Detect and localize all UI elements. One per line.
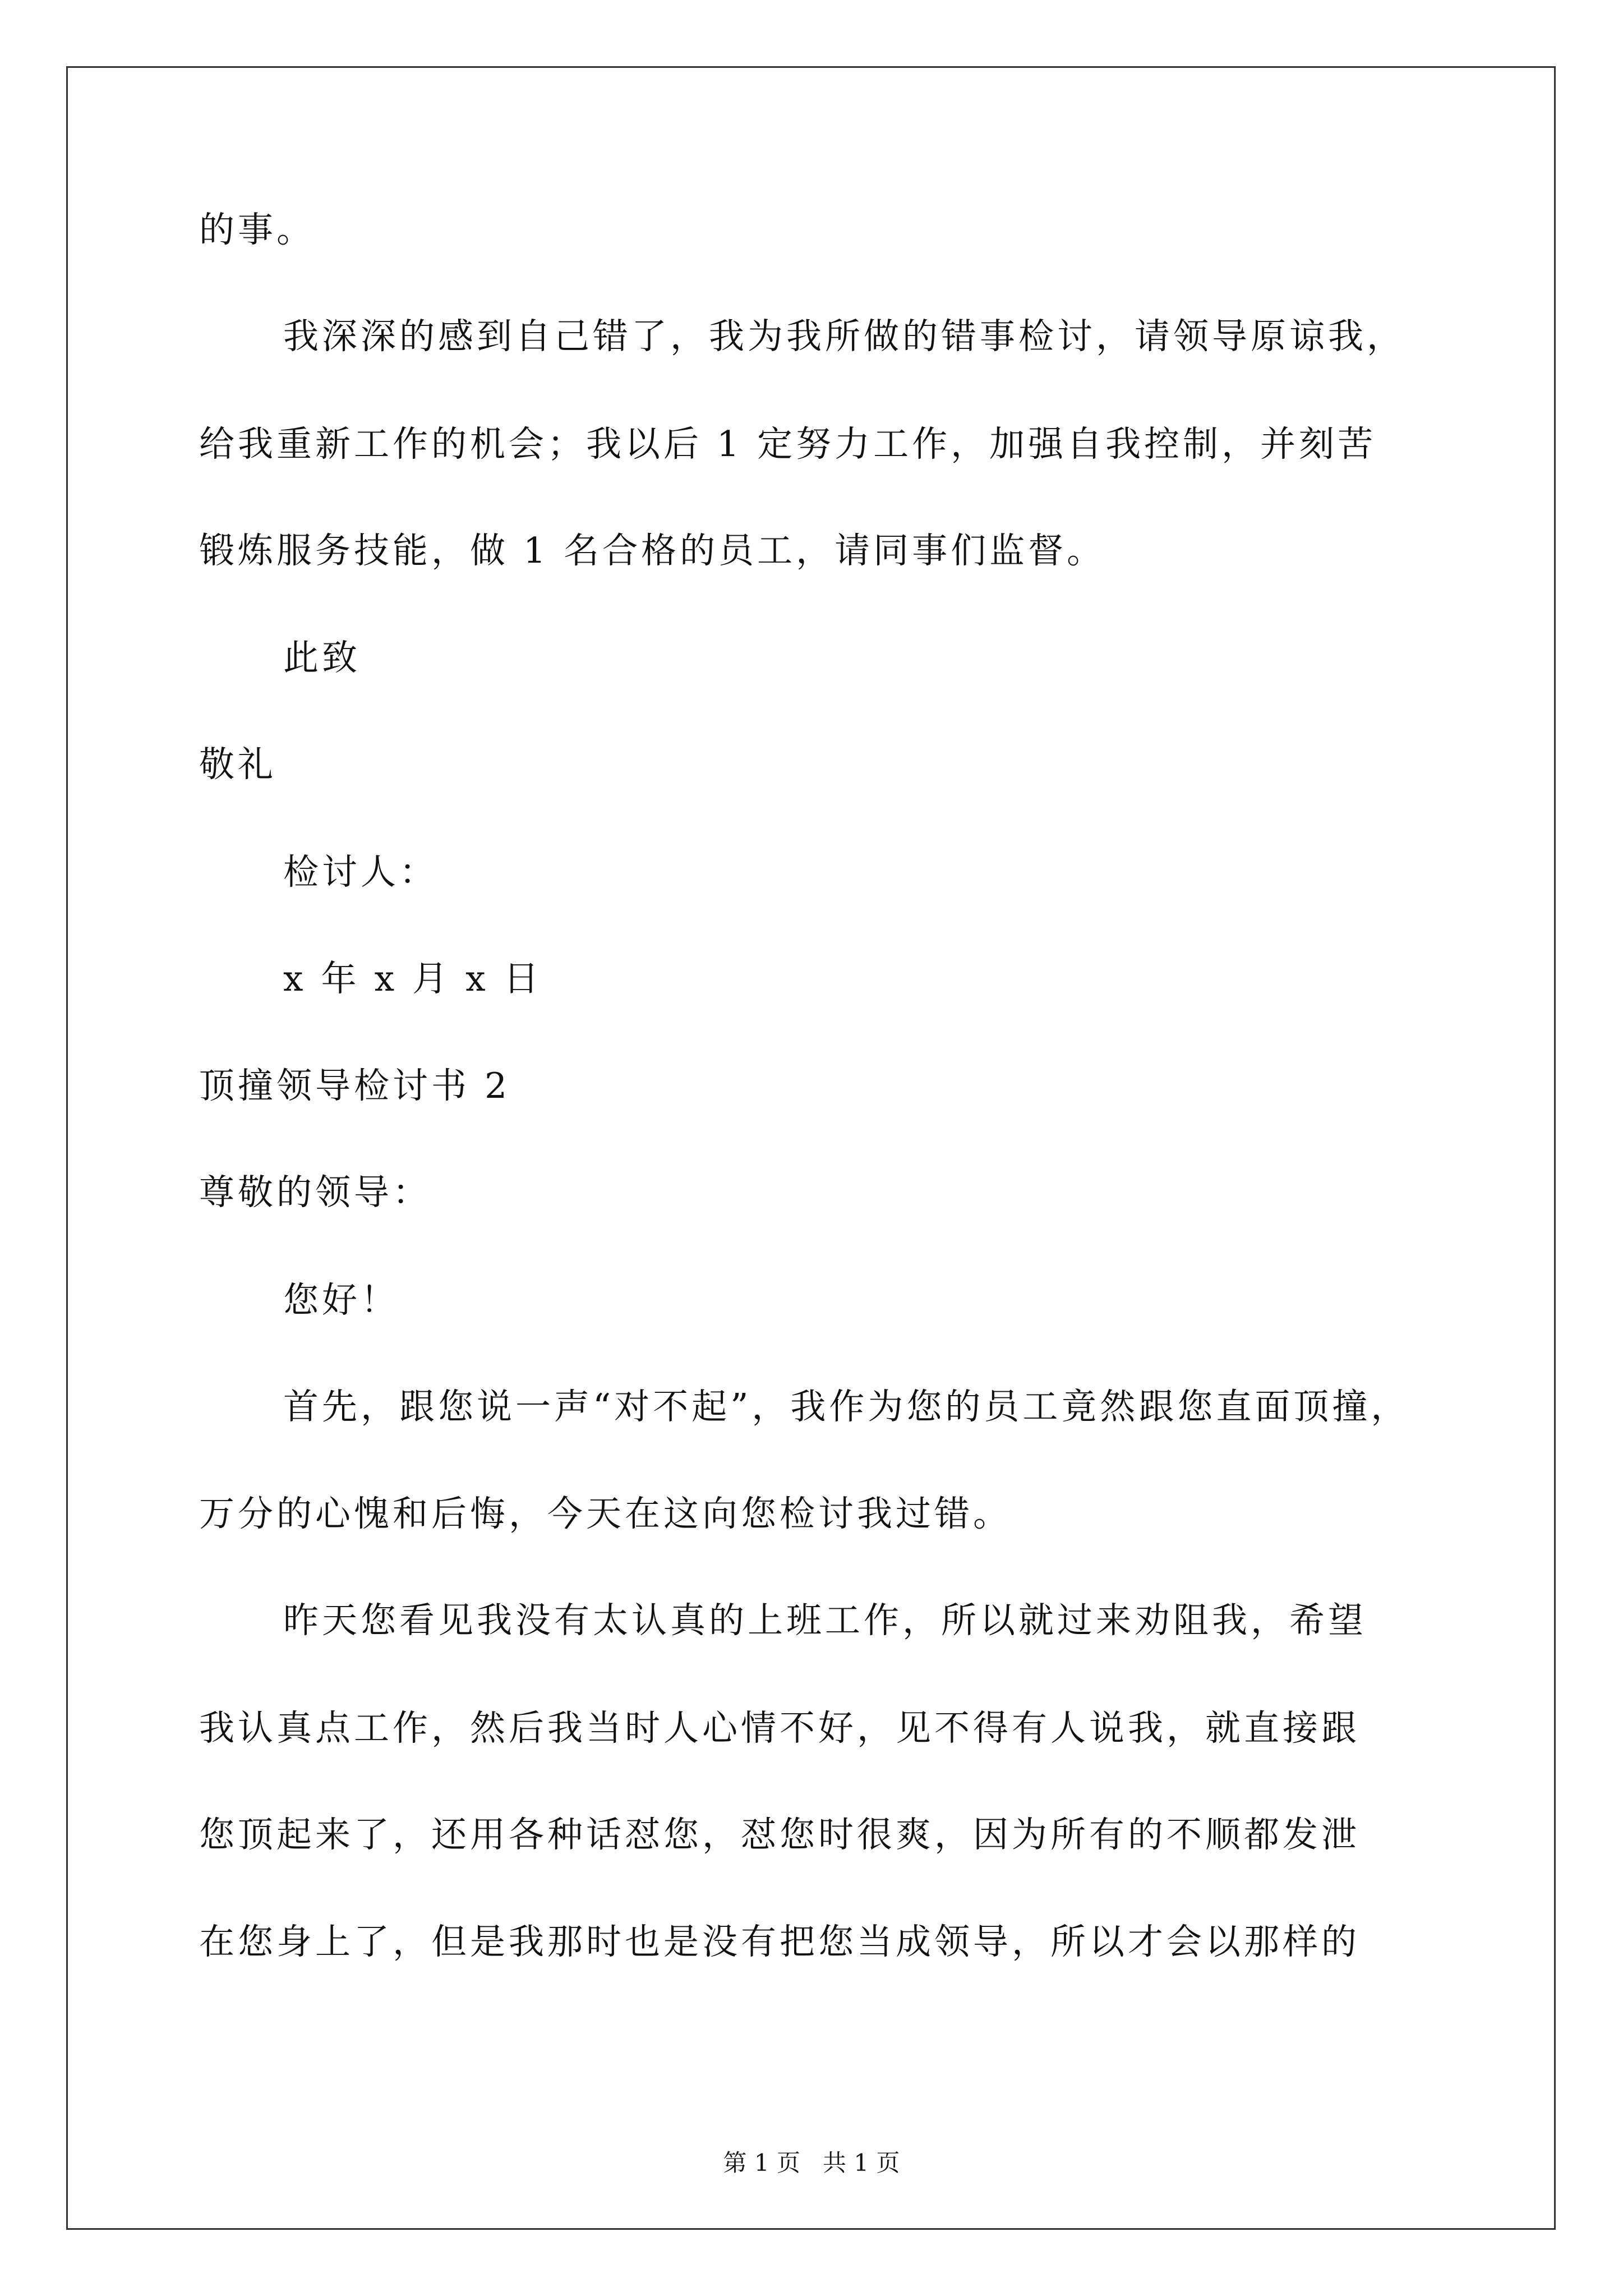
greeting-recipient: 尊敬的领导： xyxy=(199,1172,431,1213)
page-number-footer: 第 1 页 共 1 页 xyxy=(723,2149,900,2177)
signature-date: x 年 x 月 x 日 xyxy=(283,958,542,999)
text-line-3: 给我重新工作的机会；我以后 1 定努力工作，加强自我控制，并刻苦 xyxy=(199,424,1377,464)
salutation-cizhi: 此致 xyxy=(283,637,361,678)
text-line-2: 我深深的感到自己错了，我为我所做的错事检讨，请领导原谅我， xyxy=(283,316,1405,357)
text-line-14: 昨天您看见我没有太认真的上班工作，所以就过来劝阻我，希望 xyxy=(283,1600,1367,1641)
salutation-jingli: 敬礼 xyxy=(199,744,276,785)
page-border xyxy=(66,66,1556,2230)
greeting-hello: 您好！ xyxy=(283,1280,399,1320)
text-line-16: 您顶起来了，还用各种话怼您，怼您时很爽，因为所有的不顺都发泄 xyxy=(199,1814,1360,1855)
text-line-4: 锻炼服务技能，做 1 名合格的员工，请同事们监督。 xyxy=(199,530,1106,571)
text-line-17: 在您身上了，但是我那时也是没有把您当成领导，所以才会以那样的 xyxy=(199,1921,1360,1962)
section-title: 顶撞领导检讨书 2 xyxy=(199,1065,511,1106)
text-line-13: 万分的心愧和后悔，今天在这向您检讨我过错。 xyxy=(199,1493,1012,1534)
text-line-15: 我认真点工作，然后我当时人心情不好，见不得有人说我，就直接跟 xyxy=(199,1708,1360,1749)
text-line-12: 首先，跟您说一声“对不起”，我作为您的员工竟然跟您直面顶撞， xyxy=(283,1386,1410,1427)
signature-label: 检讨人： xyxy=(283,852,438,892)
text-line-1: 的事。 xyxy=(199,209,315,250)
